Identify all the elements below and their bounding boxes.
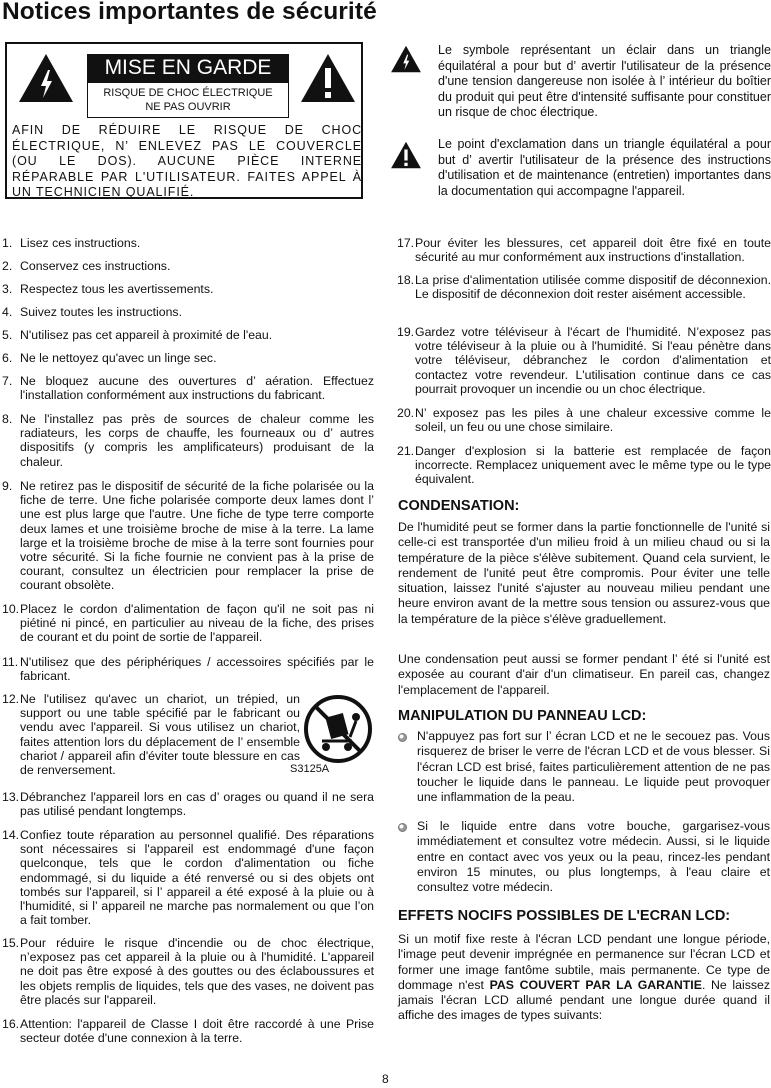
item-number: 5. xyxy=(2,328,13,342)
item-text: Respectez tous les avertissements. xyxy=(20,282,214,296)
lcd-effects-text-after: . Ne laissez jamais l'écran LCD allumé pendant une longue durée quand il affiche des images de types suivants: xyxy=(398,977,770,1023)
item-text: Pour réduire le risque d'incendie ou de choc électrique, n’exposez pas cet appareil à la pluie ou à l'humidité. L'appareil ne doit pas être exposé à des gouttes ou des éclaboussures et les objets remplis de liquides, tels que des vases, ne doivent pas être placés sur l'appareil. xyxy=(20,936,374,1007)
exclamation-triangle-icon xyxy=(299,52,357,104)
lightning-symbol-text: Le symbole représentant un éclair dans un triangle équilatéral a pour but d’ avertir l'utilisateur de la présence d'une tension dangereuse non isolée à l’ intérieur du boîtier du produit qui peut être d'intensité suffisante pour constituer un risque de choc électrique. xyxy=(438,43,771,120)
item-number: 16. xyxy=(2,1017,20,1031)
warning-subheader xyxy=(87,82,289,118)
warning-subheader-line1: RISQUE DE CHOC ÉLECTRIQUE xyxy=(103,87,273,99)
warning-subheader-line2: NE PAS OUVRIR xyxy=(145,101,231,113)
item-text: Confiez toute réparation au personnel qualifié. Des réparations sont nécessaires si l'appareil est endommagé d'une façon quelconque, tels que le cordon d'alimentation ou fiche endommagé, si du liquide a été renversé ou si des objets ont tombés sur l'appareil, si l’ appareil a été exposé à la pluie ou à l'humidité, si l’ appareil ne marche pas normalement ou que l’on a fait tomber. xyxy=(20,828,374,928)
warranty-emphasis: PAS COUVERT PAR LA GARANTIE xyxy=(489,977,702,992)
bullet-icon xyxy=(398,823,407,832)
item-text: Pour éviter les blessures, cet appareil doit être fixé en toute sécurité au mur conformément aux instructions d'installation. xyxy=(415,236,771,265)
item-number: 14. xyxy=(2,828,20,842)
item-text: Conservez ces instructions. xyxy=(20,259,171,273)
exclamation-triangle-icon xyxy=(390,140,422,170)
item-text: Ne retirez pas le dispositif de sécurité de la fiche polarisée ou la fiche de terre. Une fiche polarisée comporte deux lames dont l’ une est plus large que l'autre. Une fiche de type terre comporte deux lames et une troisième broche de mise à la terre. La lame large et la troisième broche de mise à la terre sont fournies pour votre sécurité. Si la fiche fournie ne convient pas à la prise de courant, consultez un électricien pour remplacer la prise de courant obsolète. xyxy=(20,479,374,593)
item-number: 13. xyxy=(2,790,20,804)
lcd-handling-bullet-2: Si le liquide entre dans votre bouche, gargarisez-vous immédiatement et consultez votre médecin. Aussi, si le liquide entre en contact avec vos yeux ou la peau, rincez-les pendant environ 15 minutes, ou plus longtemps, à l'eau claire et consultez votre médecin. xyxy=(417,819,770,895)
exclamation-symbol-text: Le point d'exclamation dans un triangle équilatéral a pour but d’ avertir l'utilisateur de la présence des instructions d'utilisation et de maintenance (entretien) importantes dans la documentation qui accompagne l'appareil. xyxy=(438,137,771,198)
item-text: N'utilisez que des périphériques / accessoires spécifiés par le fabricant. xyxy=(20,655,374,684)
item-number: 21. xyxy=(397,444,415,458)
lcd-effects-paragraph xyxy=(398,932,770,1024)
item-text: Débranchez l'appareil lors en cas d’ orages ou quand il ne sera pas utilisé pendant longtemps. xyxy=(20,790,374,819)
cart-label: S3125A xyxy=(290,763,330,775)
item-text: Placez le cordon d'alimentation de façon qu'il ne soit pas ni piétiné ni pincé, en particulier au niveau de la fiche, des prises de courant et du point de sortie de l'appareil. xyxy=(20,602,374,645)
item-text: N’ exposez pas les piles à une chaleur excessive comme le soleil, un feu ou une chose similaire. xyxy=(415,406,771,435)
item-text: Ne l'utilisez qu'avec un chariot, un trépied, un support ou une table spécifié par le fabricant ou vendu avec l'appareil. Si vous utilisez un chariot, faites attention lors du déplacement de l’ ensemble chariot / appareil afin d'éviter toute blessure en cas de renversement. xyxy=(20,692,300,778)
page-number: 8 xyxy=(382,1072,389,1086)
item-number: 3. xyxy=(2,282,13,296)
lcd-effects-text-before: Si un motif fixe reste à l'écran LCD pendant une longue période, l'image peut devenir imprégnée en permanence sur l'écran LCD et former une image fantôme subtile, mais permanente. Ce type de dommage n'est xyxy=(398,932,770,992)
warning-body: AFIN DE RÉDUIRE LE RISQUE DE CHOC ÉLECTRIQUE, N’ ENLEVEZ PAS LE COUVERCLE (OU LE DOS). AUCUNE PIÈCE INTERNE RÉPARABLE PAR L'UTILISATEUR. FAITES APPEL À UN TECHNICIEN QUALIFIÉ. xyxy=(12,123,362,199)
item-number: 4. xyxy=(2,305,13,319)
item-number: 12. xyxy=(2,692,20,706)
item-number: 9. xyxy=(2,479,13,493)
item-number: 19. xyxy=(397,325,415,339)
item-text: Attention: l'appareil de Classe I doit être raccordé à une Prise secteur dotée d'une connexion à la terre. xyxy=(20,1017,374,1046)
bullet-icon xyxy=(398,733,407,742)
condensation-heading: CONDENSATION: xyxy=(398,498,520,514)
item-text: La prise d'alimentation utilisée comme dispositif de déconnexion. Le dispositif de déconnexion doit rester aisément accessible. xyxy=(415,273,771,302)
item-number: 6. xyxy=(2,351,13,365)
warning-box xyxy=(5,42,363,199)
lcd-effects-heading: EFFETS NOCIFS POSSIBLES DE L'ECRAN LCD: xyxy=(398,908,731,924)
lightning-triangle-icon xyxy=(390,44,422,74)
item-number: 7. xyxy=(2,374,13,388)
item-number: 10. xyxy=(2,602,20,616)
lcd-handling-bullet-1: N'appuyez pas fort sur l’ écran LCD et ne le secouez pas. Vous risquerez de briser le verre de l'écran LCD et de vous blesser. Si l'écran LCD est brisé, faites particulièrement attention de ne pas toucher le liquide dans le panneau. Le liquide peut provoquer une inflammation de la peau. xyxy=(417,729,770,805)
condensation-paragraph-2: Une condensation peut aussi se former pendant l’ été si l'unité est exposée au courant d'air d'un climatiseur. En pareil cas, changez l'emplacement de l'appareil. xyxy=(398,652,770,697)
item-text: Ne l'installez pas près de sources de chaleur comme les radiateurs, les corps de chauffe, les fourneaux ou d’ autres dispositifs (y compris les amplificateurs) produisant de la chaleur. xyxy=(20,412,374,469)
item-text: Danger d'explosion si la batterie est remplacée de façon incorrecte. Remplacez uniquement avec le même type ou le type équivalent. xyxy=(415,444,771,487)
condensation-paragraph-1: De l'humidité peut se former dans la partie fonctionnelle de l'unité si celle-ci est transportée d'un milieu froid à un milieu chaud ou si la température de la pièce s'élève subitement. Quand cela survient, le rendement de l'unité peut être compromis. Pour éviter une telle situation, laissez l'unité s'ajuster au nouveau milieu pendant une heure environ avant de la mettre sous tension ou assurez-vous que la température de la pièce s'élève graduellement. xyxy=(398,520,770,626)
item-text: Lisez ces instructions. xyxy=(20,236,141,250)
item-number: 1. xyxy=(2,236,13,250)
item-number: 8. xyxy=(2,412,13,426)
item-number: 18. xyxy=(397,273,415,287)
lcd-handling-heading: MANIPULATION DU PANNEAU LCD: xyxy=(398,708,647,724)
item-text: N'utilisez pas cet appareil à proximité de l'eau. xyxy=(20,328,273,342)
item-number: 17. xyxy=(397,236,415,250)
item-text: Ne bloquez aucune des ouvertures d’ aération. Effectuez l'installation conformément aux instructions du fabricant. xyxy=(20,374,374,403)
lightning-triangle-icon xyxy=(17,52,75,104)
page-title: Notices importantes de sécurité xyxy=(2,0,377,25)
item-number: 20. xyxy=(397,406,415,420)
cart-warning-icon xyxy=(304,695,378,763)
item-text: Gardez votre téléviseur à l'écart de l'humidité. N’exposez pas votre téléviseur à la pluie ou à l'humidité. Si l'eau pénètre dans votre téléviseur, débranchez le cordon d'alimentation et contactez votre revendeur. L'utilisation continue dans ce cas pourrait provoquer un incendie ou un choc électrique. xyxy=(415,325,771,396)
warning-header: MISE EN GARDE xyxy=(87,54,289,82)
item-text: Suivez toutes les instructions. xyxy=(20,305,182,319)
item-text: Ne le nettoyez qu'avec un linge sec. xyxy=(20,351,217,365)
item-number: 2. xyxy=(2,259,13,273)
item-number: 15. xyxy=(2,936,20,950)
item-number: 11. xyxy=(2,655,19,669)
